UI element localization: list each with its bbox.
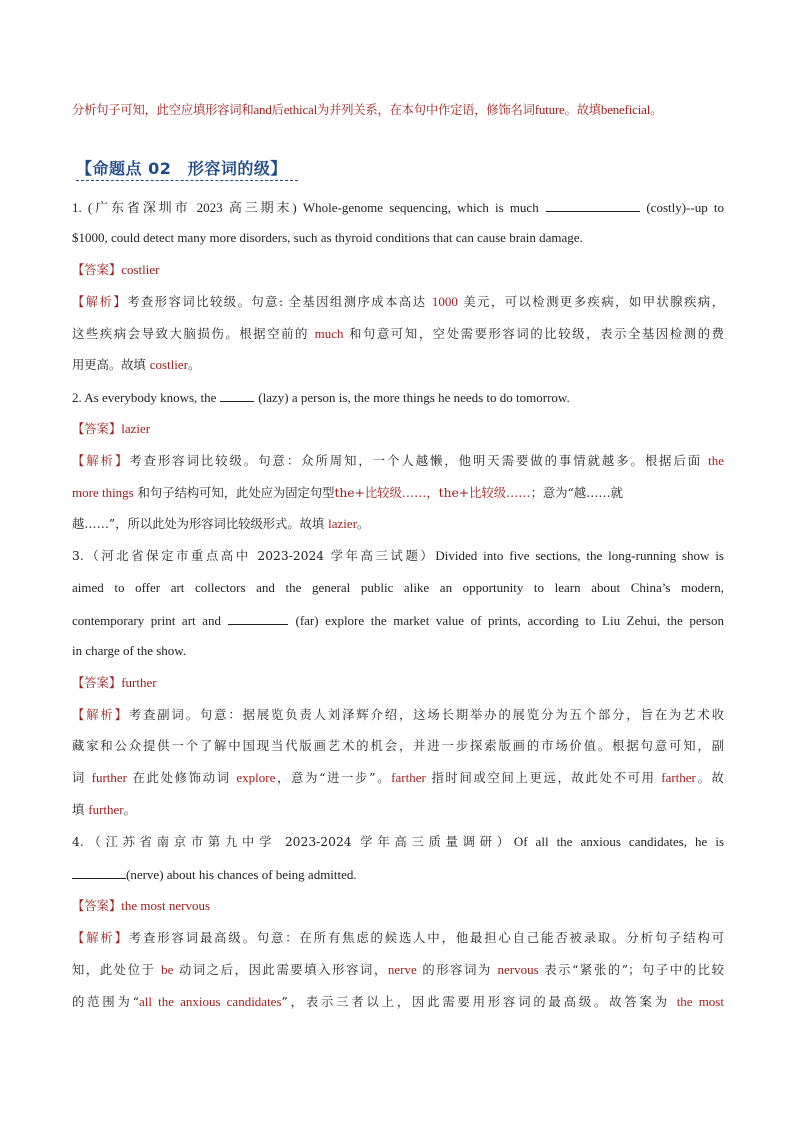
answer-value: the most nervous <box>121 898 211 913</box>
analysis-text: 指时间或空间上更远，故此处不可用 <box>431 771 656 785</box>
question-text: $1000, could detect many more disorders, such as thyroid conditions that can cause brain damage. <box>72 230 583 245</box>
question-text: Of all the anxious candidates, he is <box>513 834 725 849</box>
analysis-term: more things <box>72 485 134 500</box>
question-text: 2. As everybody knows, the <box>72 390 217 405</box>
analysis-text: 和句子结构可知，此处应为固定句型 <box>137 486 335 500</box>
analysis-text: 考查形容词最高级。句意：在所有焦虑的候选人中，他最担心自己能否被录取。分析句子结构可 <box>128 931 724 945</box>
intro-text: 。 <box>650 103 663 117</box>
question-2-line-1 <box>72 389 724 406</box>
analysis-text: 。 <box>187 358 201 372</box>
analysis-term: 1000 <box>431 294 458 309</box>
analysis-text: 和句意可知，空处需要形容词的比较级，表示全基因检测的费 <box>349 327 724 341</box>
analysis-term: further <box>88 802 124 817</box>
question-text: in charge of the show. <box>72 643 187 658</box>
analysis-term: the+比较级……，the+比较级…… <box>334 486 531 500</box>
question-4-line-1 <box>72 834 724 850</box>
analysis-term: be <box>161 962 174 977</box>
analysis-text: 知，此处位于 <box>72 963 156 977</box>
answer-blank <box>220 389 254 402</box>
analysis-term: lazier <box>328 516 358 531</box>
analysis-text: ；意为“越……就 <box>530 486 623 500</box>
analysis-text: 。故 <box>695 771 724 785</box>
question-2-answer <box>72 421 724 437</box>
question-3-analysis-2 <box>72 738 724 754</box>
analysis-term: farther <box>391 770 426 785</box>
question-4-line-2 <box>72 866 724 883</box>
analysis-text: 考查副词。句意：据展览负责人刘泽辉介绍，这场长期举办的展览分为五个部分，旨在为艺术收 <box>128 708 724 722</box>
analysis-text: 美元，可以检测更多疾病，如甲状腺疾病， <box>463 295 724 309</box>
question-1-analysis-2 <box>72 326 724 342</box>
intro-line <box>72 102 724 118</box>
analysis-text: 考查形容词比较级。句意: 全基因组测序成本高达 <box>127 295 427 309</box>
intro-text: 分析句子可知，此空应填形容词和 <box>72 103 254 117</box>
analysis-label: 【解析】 <box>72 931 129 945</box>
analysis-label: 【解析】 <box>72 708 129 722</box>
question-3-line-3 <box>72 612 724 629</box>
question-text: 4.（江苏省南京市第九中学 2023-2024 学年高三质量调研） <box>72 835 514 849</box>
analysis-text: 词 <box>72 771 87 785</box>
heading-underline <box>76 180 298 181</box>
analysis-text: 越……”，所以此处为形容词比较级形式。故填 <box>72 517 325 531</box>
analysis-term: farther <box>661 770 696 785</box>
question-1-analysis-3 <box>72 357 724 373</box>
answer-label: 【答案】 <box>72 263 122 277</box>
analysis-text: 表示“紧张的”；句子中的比较 <box>544 963 724 977</box>
answer-blank <box>228 612 288 625</box>
analysis-text: 动词之后，因此需要填入形容词， <box>178 963 388 977</box>
analysis-text: 用更高。故填 <box>72 358 146 372</box>
analysis-text: 填 <box>72 803 85 817</box>
question-text: Divided into five sections, the long-running show is <box>435 548 724 563</box>
question-2-analysis-3 <box>72 516 724 532</box>
question-4-analysis-2 <box>72 962 724 978</box>
question-3-answer <box>72 675 724 691</box>
question-4-answer <box>72 898 724 914</box>
question-1-line-2 <box>72 230 724 246</box>
analysis-term: nervous <box>497 962 539 977</box>
intro-term: future <box>534 102 565 117</box>
analysis-text: 藏家和公众提供一个了解中国现当代版画艺术的机会，并进一步探索版画的市场价值。根据句意可知，副 <box>72 739 724 753</box>
analysis-text: 在此处修饰动词 <box>132 771 231 785</box>
analysis-text: 的形容词为 <box>422 963 492 977</box>
section-heading: 【命题点 02 形容词的级】 <box>76 159 287 178</box>
question-text: 1. (广东省深圳市 2023 高三期末) Whole-genome sequencing, which is much <box>72 200 539 215</box>
analysis-term: the most <box>676 994 724 1009</box>
intro-term: ethical <box>283 102 317 117</box>
analysis-term: all the anxious candidates <box>138 994 282 1009</box>
analysis-text: 考查形容词比较级。句意：众所周知，一个人越懒，他明天需要做的事情就越多。根据后面 <box>129 454 703 468</box>
analysis-text: 这些疾病会导致大脑损伤。根据空前的 <box>72 327 310 341</box>
answer-label: 【答案】 <box>72 676 122 690</box>
question-3-analysis-4 <box>72 802 724 818</box>
question-1-answer <box>72 262 724 278</box>
question-text: aimed to offer art collectors and the general public alike an opportunity to learn about China’s modern, <box>72 580 724 595</box>
answer-label: 【答案】 <box>72 422 122 436</box>
answer-blank <box>72 866 126 879</box>
analysis-term: nerve <box>387 962 417 977</box>
answer-label: 【答案】 <box>72 899 122 913</box>
question-2-analysis-1 <box>72 453 724 469</box>
question-3-line-2 <box>72 580 724 596</box>
intro-text: 为并列关系，在本句中作定语，修饰名词 <box>317 103 535 117</box>
analysis-label: 【解析】 <box>72 295 128 309</box>
question-1-line-1 <box>72 199 724 216</box>
answer-value: further <box>121 675 157 690</box>
intro-term: and <box>253 102 272 117</box>
analysis-term: much <box>314 326 344 341</box>
analysis-term: further <box>91 770 128 785</box>
analysis-term: the <box>708 453 724 468</box>
analysis-text: 。 <box>357 517 370 531</box>
intro-text: 。故填 <box>564 103 601 117</box>
analysis-text: 。 <box>123 803 136 817</box>
analysis-text: ，意为“进一步”。 <box>275 771 392 785</box>
intro-text: 后 <box>271 103 284 117</box>
question-text: (lazy) a person is, the more things he needs to do tomorrow. <box>258 390 570 405</box>
analysis-term: costlier <box>149 357 188 372</box>
question-3-analysis-1 <box>72 707 724 723</box>
analysis-term: explore <box>236 770 276 785</box>
question-text: (costly)--up to <box>646 200 724 215</box>
answer-value: lazier <box>121 421 151 436</box>
analysis-label: 【解析】 <box>72 454 130 468</box>
question-1-analysis-1 <box>72 294 724 310</box>
question-2-analysis-2 <box>72 485 724 501</box>
question-3-analysis-3 <box>72 770 724 786</box>
question-4-analysis-3 <box>72 994 724 1010</box>
question-text: 3.（河北省保定市重点高中 2023-2024 学年高三试题） <box>72 549 436 563</box>
question-text: (far) explore the market value of prints, according to Liu Zehui, the person <box>295 613 724 628</box>
question-3-line-1 <box>72 548 724 564</box>
question-3-line-4 <box>72 643 724 659</box>
analysis-text: ”，表示三者以上，因此需要用形容词的最高级。故答案为 <box>281 995 670 1009</box>
answer-blank <box>546 199 640 212</box>
question-text: contemporary print art and <box>72 613 221 628</box>
answer-value: costlier <box>121 262 160 277</box>
intro-term: beneficial <box>600 102 651 117</box>
question-text: (nerve) about his chances of being admitted. <box>126 867 357 882</box>
analysis-text: 的范围为“ <box>72 995 139 1009</box>
question-4-analysis-1 <box>72 930 724 946</box>
